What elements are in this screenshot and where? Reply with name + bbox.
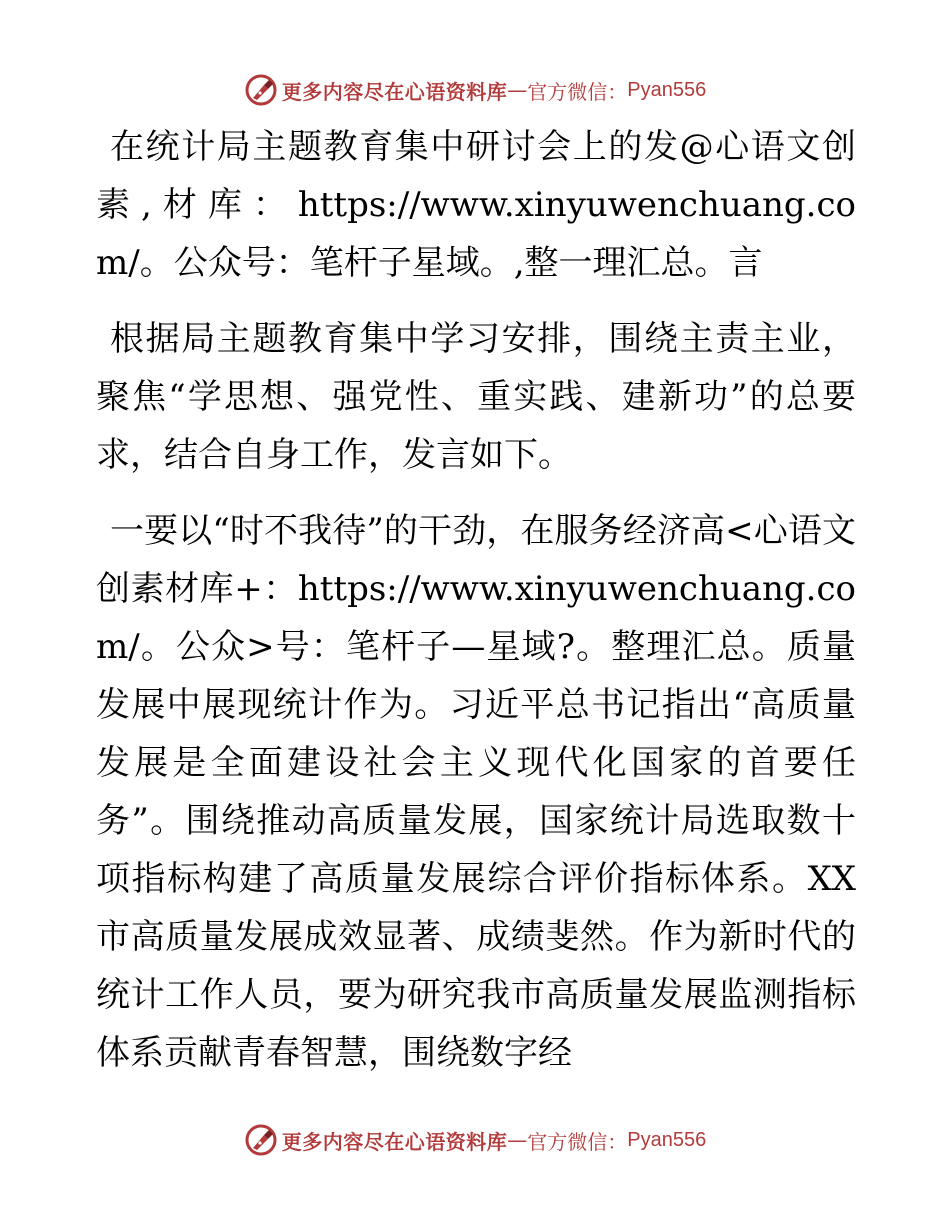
paragraph-intro: 根据局主题教育集中学习安排，围绕主责主业，聚焦“学思想、强党性、重实践、建新功”的总要求，结合自身工作，发言如下。 bbox=[96, 319, 856, 475]
banner-wechat-id: Pyan556 bbox=[627, 1128, 707, 1151]
footer-watermark-banner bbox=[0, 1120, 950, 1160]
header-watermark-banner bbox=[0, 70, 950, 110]
paragraph-point-one: 一要以“时不我待”的干劲，在服务经济高<心语文创素材库+：https://www.xinyuwenchuang.com/。公众>号：笔杆子—星域?。整理汇总。质量发展中展现统计作为。习近平总书记指出“高质量发展是全面建设社会主义现代化国家的首要任务”。围绕推动高质量发展，国家统计局选取数十项指标构建了高质量发展综合评价指标体系。XX市高质量发展成效显著、成绩斐然。作为新时代的统计工作人员，要为研究我市高质量发展监测指标体系贡献青春智慧，围绕数字经 bbox=[96, 511, 856, 1073]
pen-nib-logo-icon bbox=[244, 73, 278, 107]
paragraph-title: 在统计局主题教育集中研讨会上的发@心语文创素,材库：https://www.xinyuwenchuang.com/。公众号：笔杆子星域。,整一理汇总。言 bbox=[96, 127, 856, 283]
banner-wechat-label: 官方微信： bbox=[527, 79, 628, 104]
document-body bbox=[96, 118, 856, 1100]
banner-main-text: 更多内容尽在心语资料库 bbox=[281, 79, 508, 104]
banner-main-text: 更多内容尽在心语资料库 bbox=[281, 1129, 508, 1154]
pen-nib-logo-icon bbox=[244, 1123, 278, 1157]
banner-separator: — bbox=[507, 78, 528, 102]
banner-separator: — bbox=[507, 1128, 528, 1152]
banner-wechat-id: Pyan556 bbox=[627, 78, 707, 101]
banner-wechat-label: 官方微信： bbox=[527, 1129, 628, 1154]
